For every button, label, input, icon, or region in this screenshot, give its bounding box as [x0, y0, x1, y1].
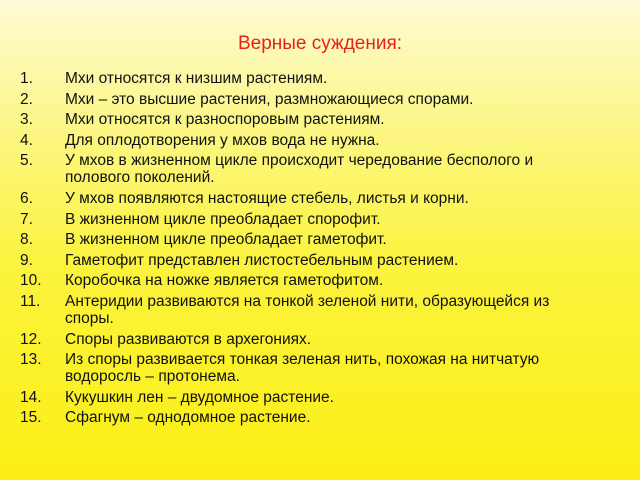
item-number: 14.: [20, 388, 42, 406]
list-item: [20, 331, 600, 348]
list-item: [20, 252, 600, 269]
list-item: [20, 111, 600, 128]
list-item: [20, 409, 600, 426]
list-item: [20, 152, 600, 186]
item-number: 6.: [20, 189, 33, 207]
item-text: В жизненном цикле преобладает спорофит.: [65, 210, 381, 228]
list-item: [20, 231, 600, 248]
item-number: 7.: [20, 210, 33, 228]
item-text: У мхов в жизненном цикле происходит чередование бесполого и полового поколений.: [65, 152, 534, 187]
list-item: [20, 272, 600, 289]
item-text: Кукушкин лен – двудомное растение.: [65, 388, 334, 406]
item-text: Мхи относятся к низшим растениям.: [65, 70, 328, 87]
item-number: 3.: [20, 111, 33, 129]
item-number: 9.: [20, 251, 33, 269]
list-item: [20, 351, 600, 385]
list-item: [20, 293, 600, 327]
item-number: 5.: [20, 152, 33, 170]
item-number: 8.: [20, 231, 33, 249]
list-item: [20, 190, 600, 207]
list-item: [20, 132, 600, 149]
item-number: 1.: [20, 70, 33, 87]
item-text: Для оплодотворения у мхов вода не нужна.: [65, 131, 380, 149]
list-item: [20, 70, 600, 87]
item-text: В жизненном цикле преобладает гаметофит.: [65, 231, 387, 249]
item-text: Споры развиваются в архегониях.: [65, 330, 312, 348]
item-text: Мхи относятся к разноспоровым растениям.: [65, 111, 385, 129]
item-text: Мхи – это высшие растения, размножающиеся спорами.: [65, 90, 474, 108]
item-text: У мхов появляются настоящие стебель, листья и корни.: [65, 189, 469, 207]
item-text: Из споры развивается тонкая зеленая нить, похожая на нитчатую водоросль – протонема.: [65, 351, 540, 386]
item-number: 2.: [20, 90, 33, 108]
list-item: [20, 389, 600, 406]
item-number: 13.: [20, 351, 42, 369]
list-item: [20, 91, 600, 108]
item-number: 15.: [20, 409, 42, 427]
item-number: 11.: [20, 292, 41, 310]
slide-title: Верные суждения:: [237, 33, 403, 54]
item-text: Гаметофит представлен листостебельным растением.: [65, 251, 459, 269]
item-number: 12.: [20, 330, 42, 348]
item-text: Антеридии развиваются на тонкой зеленой нити, образующейся из споры.: [65, 292, 550, 327]
item-text: Коробочка на ножке является гаметофитом.: [65, 272, 384, 290]
statements-list: [20, 70, 600, 430]
list-item: [20, 211, 600, 228]
item-text: Сфагнум – однодомное растение.: [65, 409, 311, 427]
item-number: 10.: [20, 272, 42, 290]
item-number: 4.: [20, 131, 33, 149]
